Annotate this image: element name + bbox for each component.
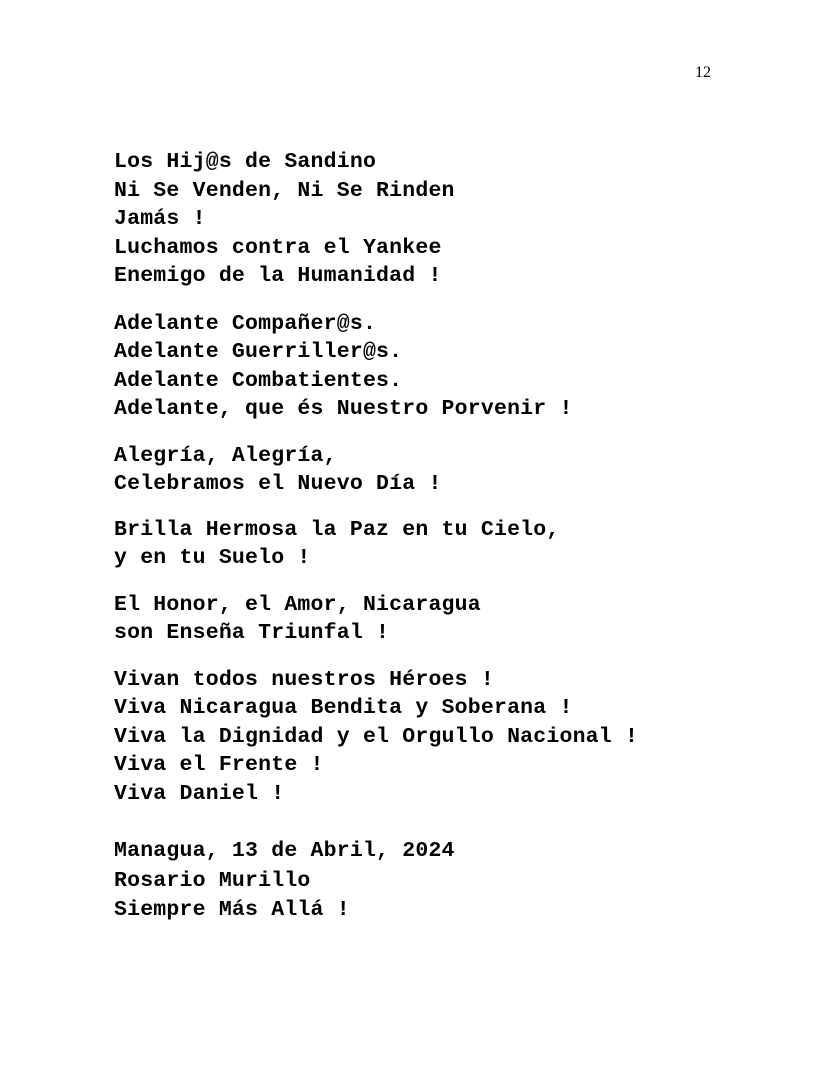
poem-line: Brilla Hermosa la Paz en tu Cielo, [114,517,560,542]
poem-line: Viva Nicaragua Bendita y Soberana ! [114,696,573,720]
poem [114,148,804,926]
poem-line: Jamás ! [114,207,206,231]
stanza-3 [114,442,804,499]
page-number: 12 [695,64,711,81]
poem-line: Celebramos el Nuevo Día ! [114,472,442,496]
poem-line: Vivan todos nuestros Héroes ! [114,667,494,692]
stanza-6 [114,666,804,809]
place-date: Managua, 13 de Abril, 2024 [114,839,455,863]
poem-line: Adelante Compañer@s. [114,311,377,336]
poem-line: Viva el Frente ! [114,753,324,777]
poem-line: Enemigo de la Humanidad ! [114,264,442,288]
stanza-5 [114,591,804,648]
closing-line: Siempre Más Allá ! [114,898,350,922]
poem-line: Luchamos contra el Yankee [114,235,442,260]
signature-block [114,837,804,926]
poem-line: Ni Se Venden, Ni Se Rinden [114,178,455,203]
stanza-4 [114,516,804,573]
poem-line: Adelante, que és Nuestro Porvenir ! [114,397,573,421]
poem-line: Los Hij@s de Sandino [114,150,377,174]
poem-line: y en tu Suelo ! [114,546,311,570]
stanza-2 [114,310,804,424]
poem-line: Viva Daniel ! [114,781,285,806]
poem-line: Adelante Guerriller@s. [114,340,403,364]
author-name: Rosario Murillo [114,868,311,893]
stanza-1 [114,148,804,291]
poem-line: Adelante Combatientes. [114,368,403,393]
poem-line: El Honor, el Amor, Nicaragua [114,592,481,617]
poem-line: Alegría, Alegría, [114,443,337,468]
poem-line: Viva la Dignidad y el Orgullo Nacional ! [114,724,639,749]
poem-line: son Enseña Triunfal ! [114,621,390,645]
